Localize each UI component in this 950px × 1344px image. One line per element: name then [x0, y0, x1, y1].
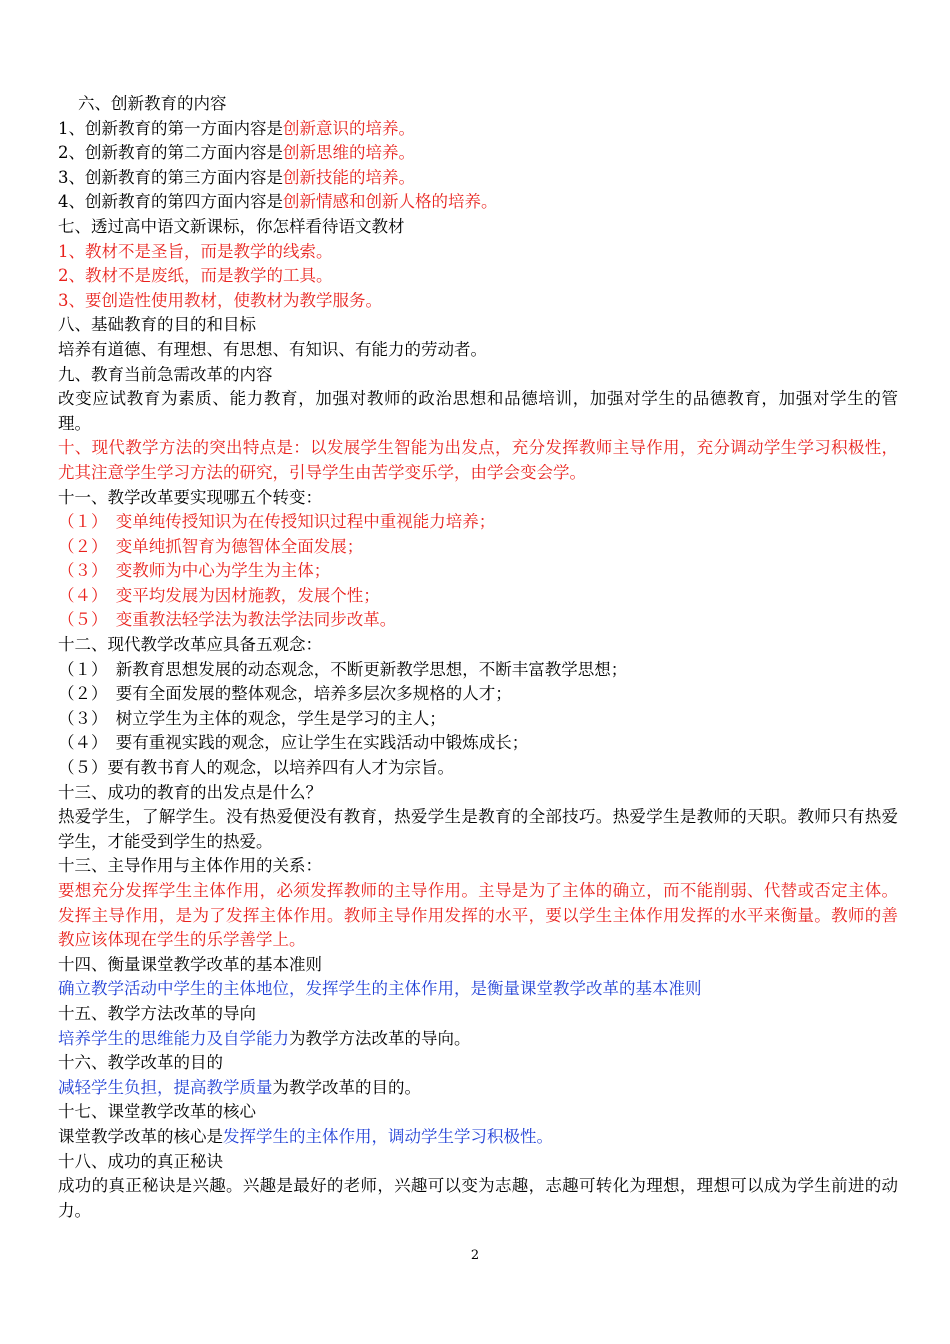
item-highlight: 创新技能的培养。 — [283, 167, 415, 187]
heading-8: 八、基础教育的目的和目标 — [58, 315, 256, 335]
paragraph-15 — [58, 1027, 898, 1052]
paragraph-16 — [58, 1076, 898, 1101]
paragraph-18: 成功的真正秘诀是兴趣。兴趣是最好的老师，兴趣可以变为志趣，志趣可转化为理想，理想可以成为学生前进的动力。 — [58, 1176, 898, 1220]
item-text: 2、创新教育的第二方面内容是 — [58, 143, 283, 163]
heading-6: 六、创新教育的内容 — [78, 94, 227, 113]
heading-14: 十四、衡量课堂教学改革的基本准则 — [58, 954, 322, 974]
paragraph-8: 培养有道德、有理想、有思想、有知识、有能力的劳动者。 — [58, 339, 487, 359]
list-item: （５） 变重教法轻学法为教法学法同步改革。 — [58, 610, 397, 630]
item-highlight: 创新意识的培养。 — [283, 118, 415, 138]
item-highlight: 创新思维的培养。 — [283, 143, 415, 163]
paragraph-13b: 要想充分发挥学生主体作用，必须发挥教师的主导作用。主导是为了主体的确立，而不能削弱、代替或否定主体。发挥主导作用，是为了发挥主体作用。教师主导作用发挥的水平，要以学生主体作用发挥的水平来衡量。教师的善教应该体现在学生的乐学善学上。 — [58, 881, 898, 950]
list-item: （２） 变单纯抓智育为德智体全面发展； — [58, 536, 364, 556]
list-item — [58, 190, 898, 215]
heading-17: 十七、课堂教学改革的核心 — [58, 1102, 256, 1122]
item-text: 4、创新教育的第四方面内容是 — [58, 192, 283, 212]
list-item: （４） 要有重视实践的观念，应让学生在实践活动中锻炼成长； — [58, 733, 529, 753]
heading-7: 七、透过高中语文新课标，你怎样看待语文教材 — [58, 216, 405, 236]
item-text: 1、创新教育的第一方面内容是 — [58, 118, 283, 138]
heading-12: 十二、现代教学改革应具备五观念： — [58, 635, 322, 655]
paragraph-17 — [58, 1125, 898, 1150]
list-item: （１） 变单纯传授知识为在传授知识过程中重视能力培养； — [58, 512, 496, 532]
heading-9: 九、教育当前急需改革的内容 — [58, 364, 273, 384]
highlight-text: 培养学生的思维能力及自学能力 — [58, 1028, 289, 1048]
list-item: （１） 新教育思想发展的动态观念，不断更新教学思想，不断丰富教学思想； — [58, 659, 628, 679]
list-item — [58, 141, 898, 166]
list-item: 3、要创造性使用教材，使教材为教学服务。 — [58, 290, 382, 310]
body-text: 课堂教学改革的核心是 — [58, 1126, 223, 1146]
list-item: （３） 树立学生为主体的观念，学生是学习的主人； — [58, 708, 446, 728]
item-highlight: 创新情感和创新人格的培养。 — [283, 192, 498, 212]
highlight-text: 减轻学生负担，提高教学质量 — [58, 1077, 273, 1097]
document-page — [58, 92, 898, 1223]
page-number: 2 — [470, 1248, 480, 1263]
body-text: 为教学改革的目的。 — [272, 1077, 421, 1097]
item-text: 3、创新教育的第三方面内容是 — [58, 167, 283, 187]
heading-13a: 十三、成功的教育的出发点是什么？ — [58, 782, 322, 802]
heading-18: 十八、成功的真正秘诀 — [58, 1151, 223, 1171]
paragraph-13a: 热爱学生，了解学生。没有热爱便没有教育，热爱学生是教育的全部技巧。热爱学生是教师的天职。教师只有热爱学生，才能受到学生的热爱。 — [58, 807, 898, 851]
paragraph-10: 十、现代教学方法的突出特点是：以发展学生智能为出发点，充分发挥教师主导作用，充分调动学生学习积极性，尤其注意学生学习方法的研究，引导学生由苦学变乐学，由学会变会学。 — [58, 438, 898, 482]
heading-13b: 十三、主导作用与主体作用的关系： — [58, 856, 322, 876]
body-text: 为教学方法改革的导向。 — [289, 1028, 471, 1048]
list-item: （２） 要有全面发展的整体观念，培养多层次多规格的人才； — [58, 684, 512, 704]
list-item: 1、教材不是圣旨，而是教学的线索。 — [58, 241, 333, 261]
heading-16: 十六、教学改革的目的 — [58, 1053, 223, 1073]
list-item — [58, 166, 898, 191]
list-item: （５）要有教书育人的观念，以培养四有人才为宗旨。 — [58, 758, 454, 778]
heading-15: 十五、教学方法改革的导向 — [58, 1003, 256, 1023]
list-item: 2、教材不是废纸，而是教学的工具。 — [58, 266, 333, 286]
highlight-text: 发挥学生的主体作用，调动学生学习积极性。 — [223, 1126, 553, 1146]
list-item: （４） 变平均发展为因材施教，发展个性； — [58, 585, 380, 605]
list-item: （３） 变教师为中心为学生为主体； — [58, 561, 331, 581]
paragraph-9: 改变应试教育为素质、能力教育，加强对教师的政治思想和品德培训，加强对学生的品德教育，加强对学生的管理。 — [58, 389, 898, 433]
list-item — [58, 117, 898, 142]
heading-11: 十一、教学改革要实现哪五个转变： — [58, 487, 322, 507]
paragraph-14: 确立教学活动中学生的主体地位，发挥学生的主体作用，是衡量课堂教学改革的基本准则 — [58, 979, 702, 999]
